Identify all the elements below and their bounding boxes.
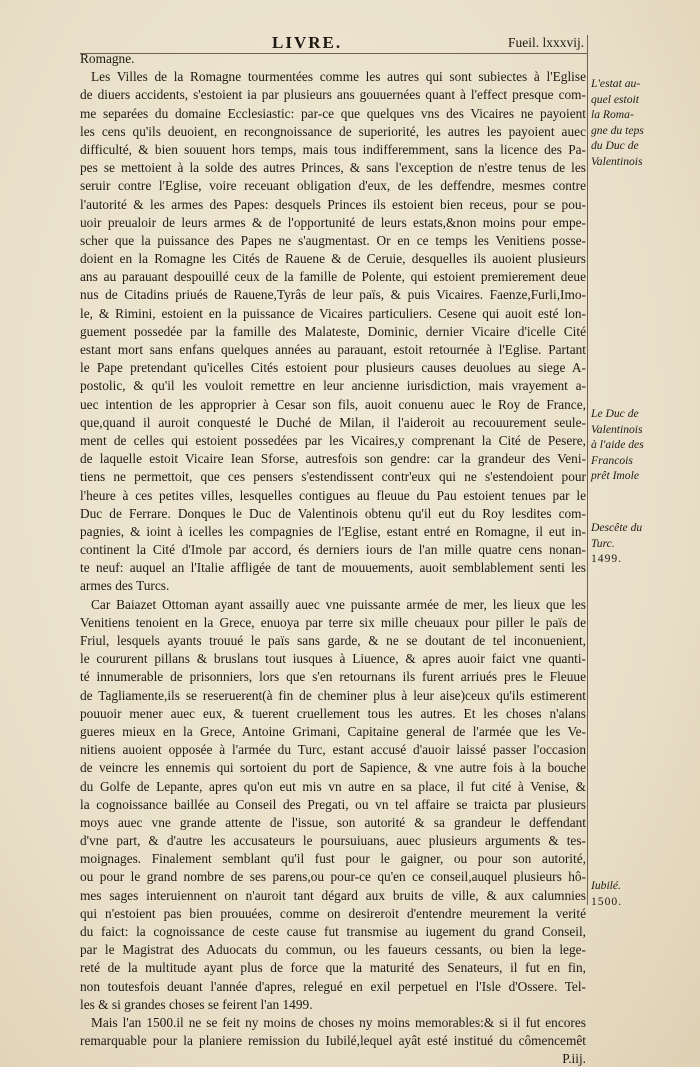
text-line: me separées du domaine Ecclesiastic: par-ce que quelques vns des Vicaires ne payoient [80, 105, 586, 121]
margin-note-line: gne du teps [591, 123, 644, 137]
paragraph [80, 50, 586, 68]
text-line: Mais l'an 1500.il ne se feit ny moins de choses ny moins memorables:& si il fut encores [91, 1014, 586, 1030]
text-line: de diuers accidents, s'estoient ia par plusieurs ans gouuernées quant à l'effect presque com- [80, 87, 586, 103]
text-line: les cens qu'ils deuoient, en recongnoissance de superiorité, les autres les payoient auec [80, 123, 586, 139]
text-line: Car Baiazet Ottoman ayant assailly auec vne puissante armée de mer, les lieux que les [91, 596, 586, 612]
text-line: uoir preualoir de leurs armes & de l'opportunité de leurs estats,&non moins pour empe- [80, 214, 586, 230]
paragraph [80, 1014, 586, 1050]
text-line: le Pape pretendant qu'icelles Cités estoient pour plusieurs causes deuolues au siege A- [80, 360, 586, 376]
text-line: reté de la multitude ayant plus de force que la maturité des Senateurs, il fut en fin, [80, 960, 586, 976]
margin-note-line: à l'aide des [591, 438, 644, 451]
text-line: les & si grandes choses se feirent l'an 1499. [80, 996, 313, 1012]
text-line: difficulté, & bien souuent hors temps, mais tous indifferemment, sans la licence des Pa- [80, 141, 586, 157]
margin-note [591, 76, 673, 169]
text-line: de Tagliamente,ils se reseruerent(à fin de cheminer plus à leur aise)ceux qu'ils estimerent [80, 687, 586, 703]
text-line: té innumerable de prisonniers, lors que s'en retournans ils furent arriués pres le Fleuue [80, 669, 586, 685]
text-line: qui n'estoient pas bien prouuées, comme on desireroit d'entendre meurement la verité [80, 905, 586, 921]
text-line: Romagne. [80, 51, 135, 66]
text-line: le, & Rimini, estoient en la puissance de Vicaires particuliers. Cesene qui auoit esté lon- [80, 305, 586, 321]
text-line: d'vne part, & d'autre les accusateurs le poursuiuans, auec plusieurs arguments & tes- [80, 833, 586, 849]
text-line: pes se mettoient à la solde des autres Princes, & sans l'exception de n'estre tenus de les [80, 160, 586, 176]
text-line: continent la Cité d'Imole par accord, és derniers iours de l'an mille quatre cens nonan- [80, 542, 586, 558]
text-line: te neuf: auquel an l'Italie affligée de tant de mouuements, auoit semblablement senti les [80, 560, 586, 576]
text-line: Friul, lesquels ayants trouué le païs sans garde, & ne se doutant de tel inconuenient, [80, 633, 586, 648]
paragraph [80, 596, 586, 1014]
margin-note-line: prêt Imole [591, 469, 639, 482]
text-line: Duc de Ferrare. Donques le Duc de Valentinois obtenu qu'il eut du Roy lesdites com- [80, 505, 586, 521]
text-line: gueres mieux en la Grece, Antoine Grimani, Capitaine general de l'armée que les Ve- [80, 723, 586, 739]
margin-note [591, 878, 673, 909]
margin-note-line: L'estat au- [591, 77, 641, 90]
margin-note-line: Iubilé. [591, 879, 621, 892]
main-text [80, 50, 586, 1067]
text-line: nitiens auoient opposée à l'armée du Turc, estant accusé d'auoir laissé passer l'occasion [80, 742, 586, 758]
text-line: Les Villes de la Romagne tourmentées comme les autres qui sont subiectes à l'Eglise [91, 69, 586, 85]
text-line: armes des Turcs. [80, 578, 170, 594]
text-line: guement possedée par la famille des Malateste, Dominic, dernier Vicaire d'icelle Cité [80, 323, 586, 339]
text-line: ans au parauant despouillé ceux de la famille de Polente, qui estoient premierement deue [80, 269, 586, 285]
margin-note-line: 1499. [591, 552, 623, 565]
margin-note-line: Valentinois [591, 422, 643, 436]
text-line: l'autorité & les armes des Papes: desquels Princes ils estoient bien receus, pour se pou- [80, 196, 586, 212]
text-line: la cognoissance baillée au Conseil des Pregati, ou vn tel affaire se traicta par plusieurs [80, 796, 586, 812]
text-line: moys auec vne grande attente de l'issue, son autorité & sa grandeur le deffendant [80, 814, 586, 830]
text-line: l'heure à ces petites villes, lesquelles contigues au fleuue du Pau estoient tenues par le [80, 487, 586, 503]
text-line: tiens ne permettoit, que ces pensers s'estendissent contr'eux qui ne s'estendoient pour [80, 469, 586, 485]
margin-note [591, 406, 673, 484]
margin-note-line: Valentinois [591, 154, 643, 168]
text-line: mes sages interuiennent on n'auroit tant dégard aux bruits de ville, & aux calumnies [80, 887, 586, 903]
margin-rule [587, 35, 588, 905]
text-line: pouuoir mener auec eux, & tuerent cruellement tous les autres. Et les choses n'alans [80, 705, 586, 721]
text-line: scher que la puissance des Papes ne s'augmentast. Or en ce temps les Venitiens posse- [80, 232, 586, 248]
margin-note-line: quel estoit [591, 92, 639, 106]
margin-note-line: la Roma- [591, 108, 634, 121]
text-line: estant mort sans enfans quelques années au parauant, estoit retournée à l'Eglise. Partant [80, 342, 586, 357]
text-line: non toutesfois deuant l'année d'apres, relegué en exil perpetuel en l'Isle d'Ossere. Tel- [80, 978, 586, 994]
text-line: que,quand il auroit conquesté le Duché de Milan, il l'aideroit au recouurement seule- [80, 414, 586, 430]
text-line: de laquelle estoit Vicaire Iean Sforse, autresfois son gendre: car la grandeur des Veni- [80, 451, 586, 467]
text-line: uec intention de les approprier à Cesar son fils, auoit conuenu auec le Roy de France, [80, 396, 586, 412]
paragraph [80, 68, 586, 595]
text-line: de veincre les ennemis qui sortoient du port de Sapience, & vne autre fois à la bouche [80, 760, 586, 776]
margin-note-line: Descête du [591, 521, 643, 534]
text-line: postolic, & qu'il les vouloit remettre en leur ancienne iurisdiction, mais vrayement a- [80, 378, 586, 394]
text-line: remarquable pour la planiere remission du Iubilé,lequel ayât esté institué du cômencemêt [80, 1033, 586, 1049]
text-line: pagnies, & ioint à icelles les compagnies de l'Eglise, estant entré en Romagne, il eut in- [80, 523, 586, 539]
page-signature: P.iij. [562, 1051, 586, 1067]
text-line: doient en la Romagne les Cités de Rauene & de Ceruie, desquelles ils auoient plusieurs [80, 251, 586, 267]
text-line: seruir contre l'Eglise, voire receuant obligation d'eux, de les deffendre, mesmes contre [80, 178, 586, 194]
margin-note-line: Le Duc de [591, 407, 639, 420]
text-line: du Golfe de Lepante, apres qu'on eut mis vn autre en sa place, il fut cité à Venise, & [80, 778, 586, 794]
folio-number: Fueil. lxxxvij. [508, 35, 585, 50]
margin-note-line: Turc. [591, 536, 615, 550]
text-line: par le Magistrat des Aduocats du commun, ou les faueurs cessants, ou bien la lege- [80, 942, 586, 958]
margin-note-line: du Duc de [591, 139, 639, 152]
margin-note [591, 520, 673, 567]
text-line: moignages. Finalement semblant qu'il fust pour le gaigner, ou pour son autorité, [80, 851, 586, 867]
margin-note-line: 1500. [591, 894, 623, 908]
text-line: Venitiens tenoient en la Grece, enuoya par terre six mille cheuaux pour piller le païs de [80, 614, 586, 630]
text-line: ment de celles qui estoient possedées par les Vicaires,y comprenant la Cité de Pesere, [80, 432, 586, 448]
text-line: du faict: la cognoissance de ceste cause fut transmise au iugement du grand Conseil, [80, 924, 586, 939]
margin-note-line: Francois [591, 453, 633, 467]
text-line: le coururent pillans & bruslans tout iusques à Liuence, & apres auoir faict vne quanti- [80, 651, 586, 667]
running-head: LIVRE. [272, 33, 343, 52]
text-line: nus de Citadins priués de Rauene,Tyrâs de leur païs, & puis Vicaires. Faenze,Furli,Imo- [80, 287, 586, 303]
text-line: ou pour le grand nombre de ses parens,ou pour-ce qu'en ce conseil,auquel plusieurs hô- [80, 869, 586, 885]
